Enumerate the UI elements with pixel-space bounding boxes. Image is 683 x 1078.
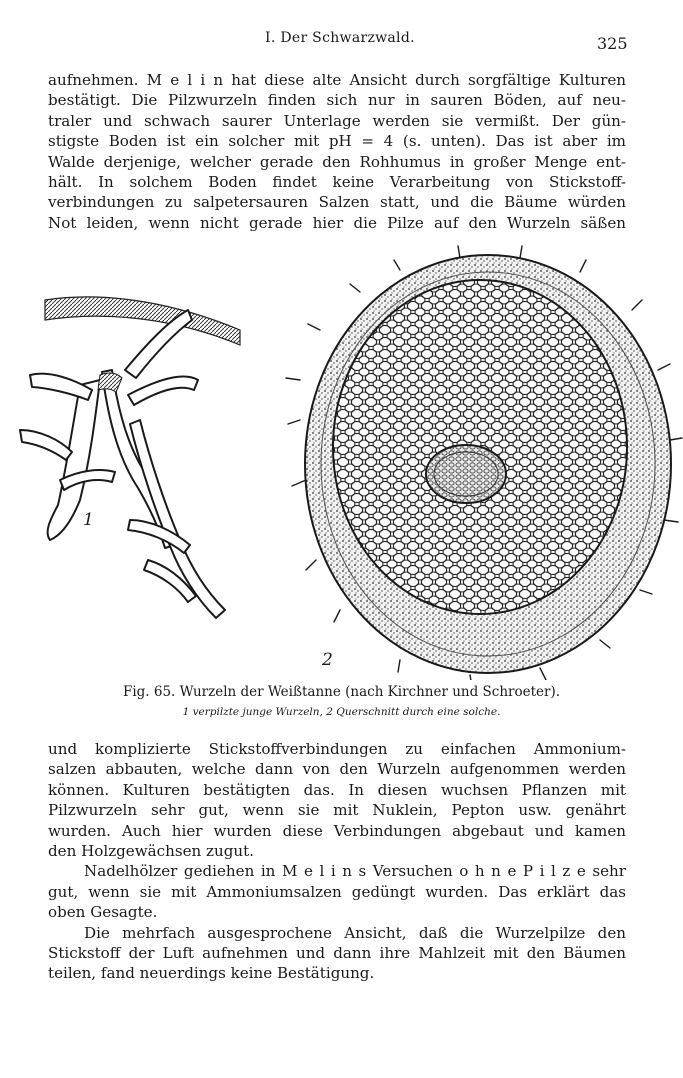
text-line: gut, wenn sie mit Ammoniumsalzen gedüngt wurden. Das erklärt das: [48, 882, 626, 901]
running-head: I. Der Schwarzwald.: [265, 30, 415, 46]
text-line: den Holzgewächsen zugut.: [48, 841, 254, 860]
page-number: 325: [597, 34, 628, 53]
text-line: hält. In solchem Boden findet keine Verarbeitung von Stickstoff-: [48, 172, 626, 191]
text-line: aufnehmen. M e l i n hat diese alte Ansicht durch sorgfältige Kulturen: [48, 71, 626, 89]
root-illustration: [0, 240, 683, 680]
page-header: [0, 26, 683, 53]
text-line: Not leiden, wenn nicht gerade hier die Pilze auf den Wurzeln säßen: [48, 213, 626, 232]
figure-caption: Fig. 65. Wurzeln der Weißtanne (nach Kirchner und Schroeter).: [122, 684, 561, 700]
text-line: verbindungen zu salpetersauren Salzen statt, und die Bäume würden: [48, 193, 626, 212]
mycorrhizal-roots-drawing: [20, 297, 240, 618]
text-line: Die mehrfach ausgesprochene Ansicht, daß die Wurzelpilze den: [84, 923, 626, 942]
root-cross-section-drawing: [286, 246, 682, 680]
text-line: Walde derjenige, welcher gerade den Rohhumus in großer Menge ent-: [48, 152, 626, 171]
text-line: bestätigt. Die Pilzwurzeln finden sich nur in sauren Böden, auf neu-: [48, 91, 626, 110]
bottom-paragraphs: [48, 739, 626, 984]
text-line: traler und schwach saurer Unterlage werden sie vermißt. Der gün-: [48, 111, 626, 130]
text-line: und komplizierte Stickstoffverbindungen zu einfachen Ammonium-: [48, 740, 626, 758]
figure-label-2: 2: [322, 650, 333, 670]
text-line: stigste Boden ist ein solcher mit pH = 4 (s. unten). Das ist aber im: [48, 132, 626, 151]
text-line: Stickstoff der Luft aufnehmen und dann ihre Mahlzeit mit den Bäumen: [48, 943, 626, 962]
text-line: wurden. Auch hier wurden diese Verbindungen abgebaut und kamen: [48, 821, 626, 840]
text-line: salzen abbauten, welche dann von den Wurzeln aufgenommen werden: [48, 760, 626, 779]
figure-subcaption: 1 verpilzte junge Wurzeln, 2 Querschnitt durch eine solche.: [182, 706, 501, 718]
figure-label-1: 1: [83, 510, 94, 530]
text-line: Nadelhölzer gediehen in M e l i n s Versuchen o h n e P i l z e sehr: [84, 862, 626, 881]
text-line: können. Kulturen bestätigten das. In diesen wuchsen Pflanzen mit: [48, 780, 626, 799]
text-line: oben Gesagte.: [48, 903, 158, 922]
text-line: Pilzwurzeln sehr gut, wenn sie mit Nuklein, Pepton usw. genährt: [48, 801, 626, 820]
text-line: teilen, fand neuerdings keine Bestätigung.: [48, 964, 375, 983]
top-paragraph: [48, 70, 626, 233]
